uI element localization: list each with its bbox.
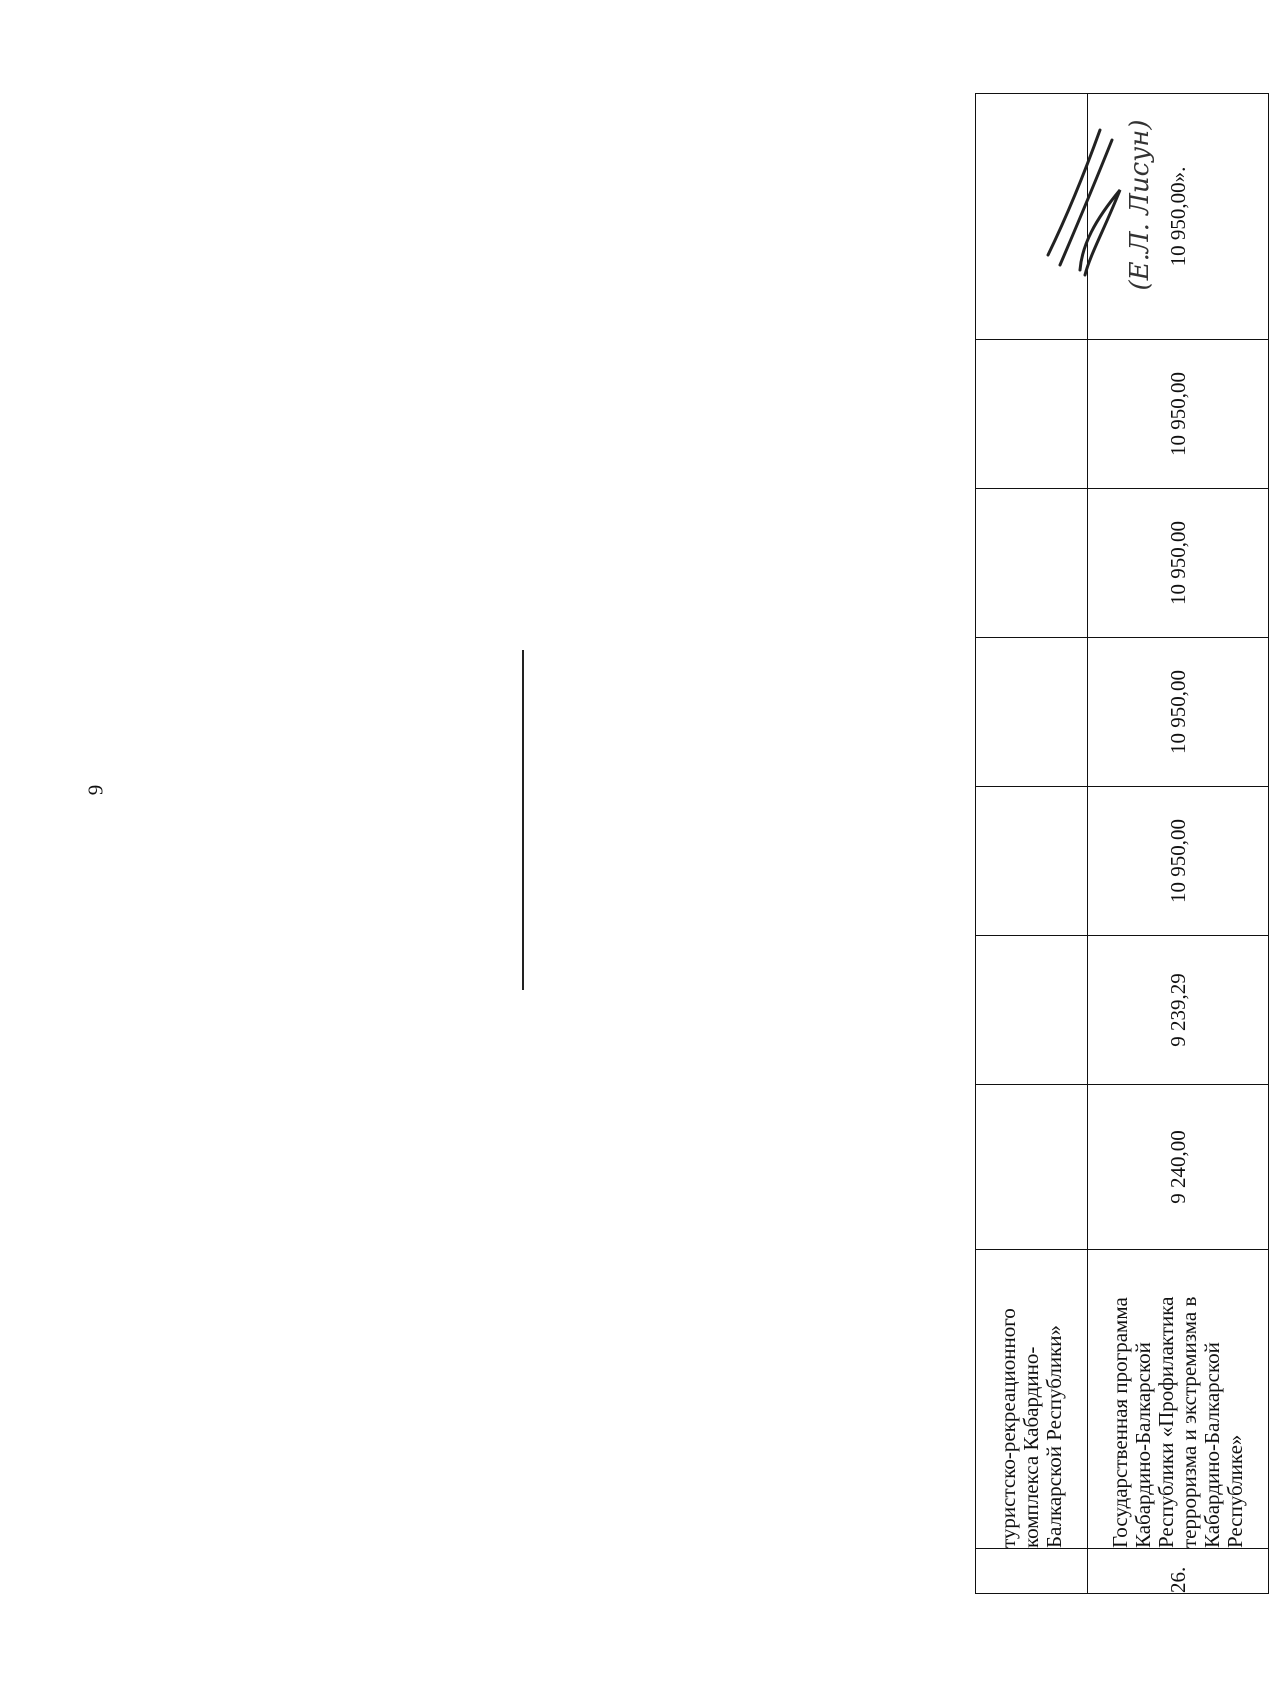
value-cell: 10 950,00 (1088, 638, 1269, 787)
page-number-text: 9 (83, 784, 108, 796)
value-cell: 9 240,00 (1088, 1085, 1269, 1250)
value-cell: 10 950,00». (1088, 94, 1269, 340)
value-cell: 9 239,29 (1088, 936, 1269, 1085)
separator-line (522, 650, 524, 990)
value-cell: 10 950,00 (1088, 489, 1269, 638)
program-name: туристско-рекреационного комплекса Кабардино-Балкарской Республики» (976, 1250, 1088, 1549)
value-cell (976, 489, 1088, 638)
value-cell (976, 787, 1088, 936)
signature-mark (1020, 70, 1190, 330)
value-cell (976, 638, 1088, 787)
program-name: Государственная программа Кабардино-Балкарской Республики «Профилактика терроризма и экстремизма в Кабардино-Балкарской Республике» (1088, 1250, 1269, 1549)
value-cell (976, 340, 1088, 489)
value-cell (976, 1085, 1088, 1250)
row-number (976, 1549, 1088, 1594)
row-number: 26. (1088, 1549, 1269, 1594)
value-cell (976, 936, 1088, 1085)
value-cell: 10 950,00 (1088, 787, 1269, 936)
value-cell: 10 950,00 (1088, 340, 1269, 489)
signature-name: (Е.Л. Лисун) (1125, 119, 1155, 291)
